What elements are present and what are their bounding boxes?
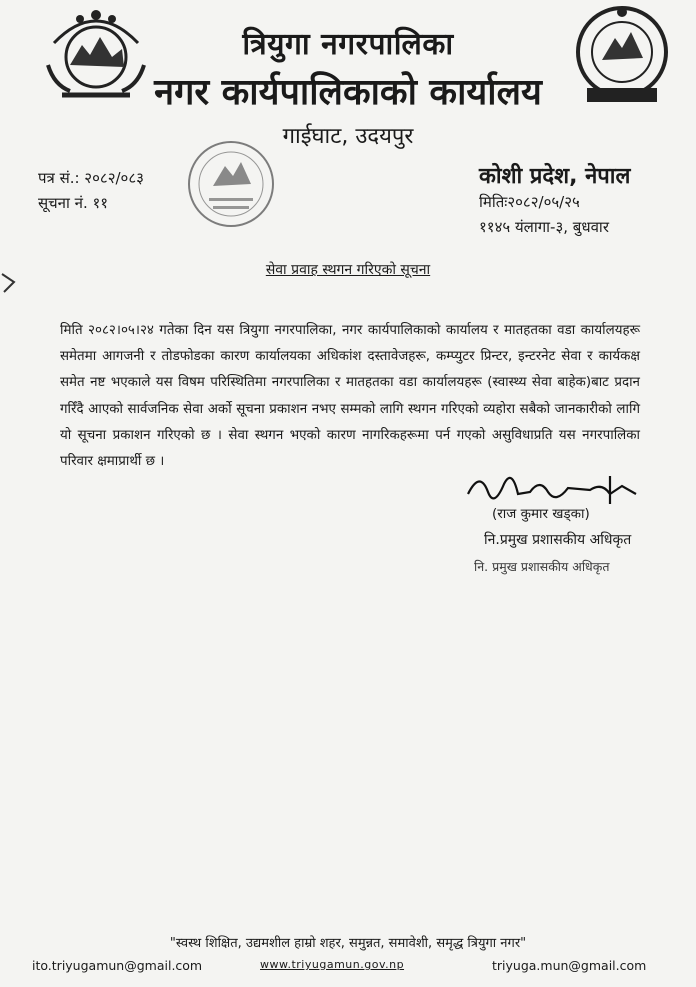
letter-number: पत्र सं.: २०८२/०८३ bbox=[38, 169, 144, 187]
signatory-name: (राज कुमार खड्का) bbox=[492, 506, 590, 522]
notice-subject bbox=[0, 260, 696, 279]
municipality-name: त्रियुगा नगरपालिका bbox=[242, 27, 454, 62]
province-name: कोशी प्रदेश, नेपाल bbox=[479, 164, 631, 189]
notice-number: सूचना नं. ११ bbox=[38, 194, 109, 212]
signatory-stamp: नि. प्रमुख प्रशासकीय अधिकृत bbox=[474, 559, 610, 574]
office-location: गाईघाट, उदयपुर bbox=[282, 124, 414, 149]
notice-subject-text: सेवा प्रवाह स्थगन गरिएको सूचना bbox=[265, 262, 431, 278]
it-email[interactable]: ito.triyugamun@gmail.com bbox=[32, 958, 203, 973]
office-email[interactable]: triyuga.mun@gmail.com bbox=[492, 958, 647, 973]
nepal-sambat-date: ११४५ यंलागा-३, बुधवार bbox=[479, 218, 609, 236]
website-link[interactable]: www.triyugamun.gov.np bbox=[260, 958, 405, 971]
notice-body: मिति २०८२।०५।२४ गतेका दिन यस त्रियुगा नगरपालिका, नगर कार्यपालिकाको कार्यालय र मातहतका वडा कार्यालयहरू समेतमा आगजनी र तोडफोडका कारण कार्यालयका अधिकांश दस्तावेजहरू, कम्प्युटर प्रिन्टर, इन्टरनेट सेवा र कार्यकक्ष समेत नष्ट भएकाले यस विषम परिस्थितिमा नगरपालिका र मातहतका वडा कार्यालयहरू (स्वास्थ्य सेवा बाहेक)बाट प्रदान गरिँदै आएको सार्वजनिक सेवा अर्को सूचना प्रकाशन नभए सम्मको लागि स्थगन गरिएको व्यहोरा सबैको जानकारीको लागि यो सूचना प्रकाशन गरिएको छ । सेवा स्थगन भएको कारण नागरिकहरूमा पर्न गएको असुविधाप्रति यस नगरपालिका परिवार क्षमाप्रार्थी छ । bbox=[60, 323, 640, 470]
office-name: नगर कार्यपालिकाको कार्यालय bbox=[154, 72, 542, 113]
notice-date: मितिः२०८२/०५/२५ bbox=[479, 193, 580, 211]
municipality-motto: "स्वस्थ शिक्षित, उद्यमशील हाम्रो शहर, समुन्नत, समावेशी, समृद्ध त्रियुगा नगर" bbox=[169, 936, 527, 951]
signatory-title: नि.प्रमुख प्रशासकीय अधिकृत bbox=[484, 532, 632, 548]
office-stamp-icon bbox=[183, 136, 279, 236]
